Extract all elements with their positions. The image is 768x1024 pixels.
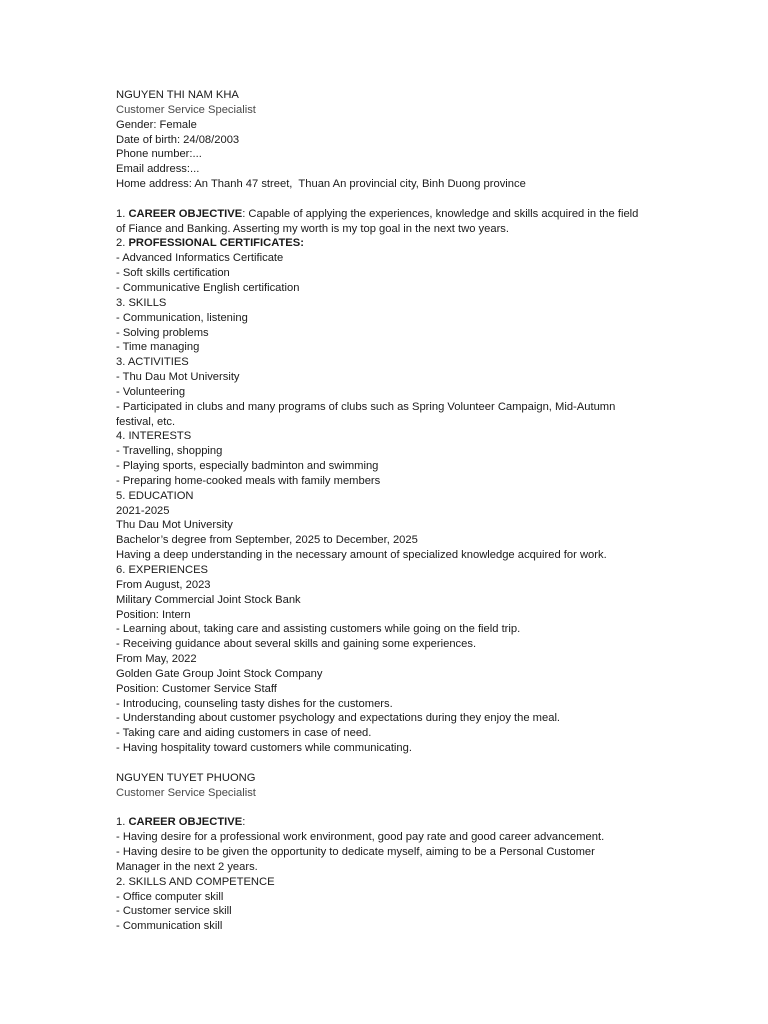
cv1-date-of-birth: Date of birth: 24/08/2003 bbox=[116, 133, 240, 146]
list-item: - Understanding about customer psychology and expectations during they enjoy the meal. bbox=[116, 712, 561, 725]
cv1-email: Email address:... bbox=[116, 163, 200, 176]
list-item: - Travelling, shopping bbox=[116, 445, 223, 458]
cv1-skills-heading: 3. SKILLS bbox=[116, 296, 167, 309]
cv1-activities-heading: 3. ACTIVITIES bbox=[116, 356, 189, 369]
list-item: - Soft skills certification bbox=[116, 267, 230, 280]
cv2-job-title: Customer Service Specialist bbox=[116, 786, 256, 799]
cv1-activities-section bbox=[116, 355, 668, 429]
cv1-skills-section bbox=[116, 296, 668, 355]
list-item: - Solving problems bbox=[116, 326, 209, 339]
list-item: - Office computer skill bbox=[116, 890, 224, 903]
list-item: Manager in the next 2 years. bbox=[116, 860, 258, 873]
list-item: - Playing sports, especially badminton and swimming bbox=[116, 460, 379, 473]
list-item: Military Commercial Joint Stock Bank bbox=[116, 593, 301, 606]
list-item: - Customer service skill bbox=[116, 905, 232, 918]
cv2-objective-colon: : bbox=[242, 816, 246, 829]
list-item: - Volunteering bbox=[116, 385, 186, 398]
list-item: Having a deep understanding in the necessary amount of specialized knowledge acquired for work. bbox=[116, 549, 607, 562]
cv1-objective-number: 1. bbox=[116, 207, 129, 220]
list-item: festival, etc. bbox=[116, 415, 176, 428]
cv2-header bbox=[116, 771, 668, 801]
list-item: - Having desire for a professional work environment, good pay rate and good career advancement. bbox=[116, 831, 605, 844]
list-item: - Communication skill bbox=[116, 920, 223, 933]
cv1-education-section bbox=[116, 489, 668, 563]
cv1-gender: Gender: Female bbox=[116, 118, 197, 131]
cv1-cert-heading: PROFESSIONAL CERTIFICATES: bbox=[128, 237, 304, 250]
cv2-skills-section bbox=[116, 875, 668, 934]
list-item: From May, 2022 bbox=[116, 653, 197, 666]
list-item: - Having hospitality toward customers while communicating. bbox=[116, 742, 412, 755]
cv1-career-objective bbox=[116, 207, 668, 237]
list-item: - Preparing home-cooked meals with family members bbox=[116, 474, 381, 487]
list-item: 2021-2025 bbox=[116, 504, 170, 517]
list-item: Thu Dau Mot University bbox=[116, 519, 233, 532]
list-item: Bachelor’s degree from September, 2025 to December, 2025 bbox=[116, 534, 418, 547]
list-item: - Participated in clubs and many programs of clubs such as Spring Volunteer Campaign, Mid-Autumn bbox=[116, 400, 616, 413]
cv1-interests-section bbox=[116, 429, 668, 488]
list-item: Position: Intern bbox=[116, 608, 191, 621]
list-item: From August, 2023 bbox=[116, 578, 211, 591]
cv1-home-address: Home address: An Thanh 47 street, Thuan An provincial city, Binh Duong province bbox=[116, 178, 526, 191]
list-item: - Receiving guidance about several skills and gaining some experiences. bbox=[116, 638, 477, 651]
list-item: - Communicative English certification bbox=[116, 281, 300, 294]
cv1-phone: Phone number:... bbox=[116, 148, 202, 161]
list-item: - Thu Dau Mot University bbox=[116, 371, 240, 384]
cv2-skills-heading: 2. SKILLS AND COMPETENCE bbox=[116, 875, 275, 888]
cv1-header bbox=[116, 88, 668, 192]
cv1-objective-text: : Capable of applying the experiences, knowledge and skills acquired in the field bbox=[242, 207, 639, 220]
list-item: - Taking care and aiding customers in case of need. bbox=[116, 727, 372, 740]
list-item: Golden Gate Group Joint Stock Company bbox=[116, 667, 323, 680]
cv1-experiences-heading: 6. EXPERIENCES bbox=[116, 564, 209, 576]
cv1-objective-heading: CAREER OBJECTIVE bbox=[128, 207, 243, 220]
list-item: - Time managing bbox=[116, 341, 200, 354]
list-item: - Advanced Informatics Certificate bbox=[116, 252, 284, 265]
list-item: - Communication, listening bbox=[116, 311, 248, 324]
cv1-cert-number: 2. bbox=[116, 237, 129, 250]
list-item: Position: Customer Service Staff bbox=[116, 682, 277, 695]
cv1-objective-text-continued: of Fiance and Banking. Asserting my worth is my top goal in the next two years. bbox=[116, 222, 509, 235]
cv1-job-title: Customer Service Specialist bbox=[116, 103, 256, 116]
list-item: - Learning about, taking care and assisting customers while going on the field trip. bbox=[116, 623, 521, 636]
list-item: - Having desire to be given the opportunity to dedicate myself, aiming to be a Personal Customer bbox=[116, 846, 595, 859]
cv1-certificates-section bbox=[116, 236, 668, 295]
cv2-name: NGUYEN TUYET PHUONG bbox=[116, 771, 256, 784]
cv2-objective-number: 1. bbox=[116, 816, 129, 829]
cv2-career-objective bbox=[116, 815, 668, 874]
cv2-objective-heading: CAREER OBJECTIVE bbox=[128, 816, 243, 829]
list-item: - Introducing, counseling tasty dishes for the customers. bbox=[116, 697, 393, 710]
cv1-interests-heading: 4. INTERESTS bbox=[116, 430, 192, 443]
cv1-name: NGUYEN THI NAM KHA bbox=[116, 89, 239, 101]
cv1-experiences-section bbox=[116, 563, 668, 756]
cv1-education-heading: 5. EDUCATION bbox=[116, 489, 194, 502]
